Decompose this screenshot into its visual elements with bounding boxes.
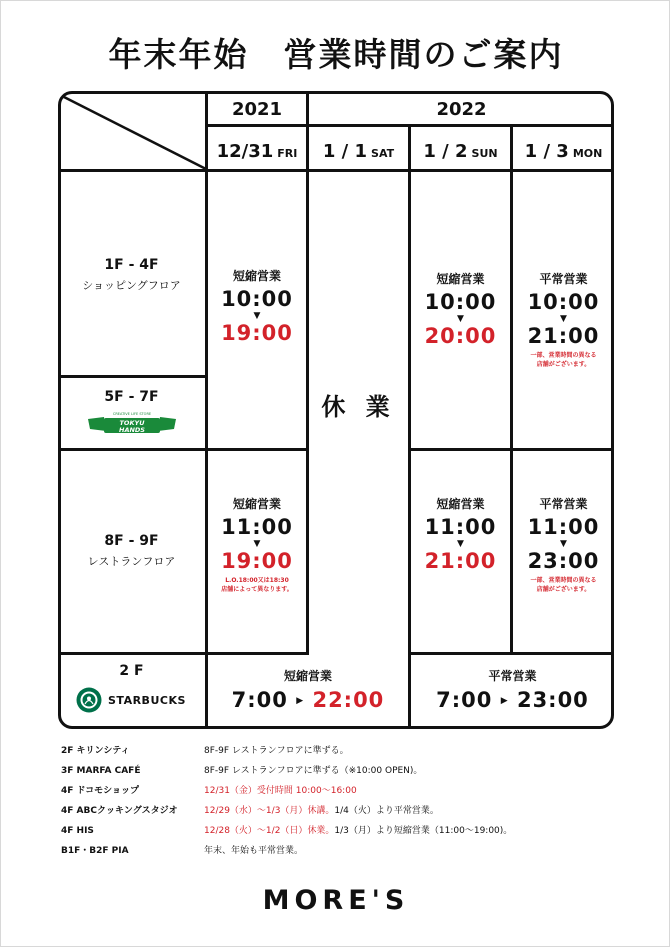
- note-line: 店舗がございます。: [536, 361, 591, 368]
- hours-type: 平常営業: [539, 272, 588, 286]
- store-desc: 12/31（金）受付時間 10:00〜16:00: [204, 786, 357, 796]
- diagonal-divider: [58, 91, 208, 171]
- note-row: [61, 843, 621, 859]
- hours-type: 短縮営業: [232, 497, 281, 511]
- open-time: 7:00: [436, 688, 493, 712]
- hours-type: 短縮営業: [232, 269, 281, 283]
- cell-shopping-jan3: [513, 270, 614, 369]
- down-arrow-icon: ▼: [560, 539, 567, 549]
- note-row: [61, 823, 621, 839]
- svg-text:TOKYU: TOKYU: [119, 419, 145, 427]
- close-time: 20:00: [424, 324, 497, 348]
- close-time: 22:00: [312, 688, 385, 712]
- svg-text:HANDS: HANDS: [119, 426, 145, 434]
- note-row: [61, 743, 621, 759]
- row-divider: [58, 448, 309, 451]
- store-name: B1F・B2F PIA: [61, 846, 129, 856]
- down-arrow-icon: ▼: [560, 314, 567, 324]
- right-arrow-icon: ▶: [500, 696, 509, 706]
- date-text: 1 / 1: [322, 141, 368, 162]
- store-desc-rest: 1/4（火）より平常営業。: [334, 806, 439, 816]
- store-desc: 8F-9F レストランフロアに準ずる。: [204, 746, 349, 756]
- note-row: [61, 783, 621, 799]
- cell-starbucks-regular: [411, 667, 614, 712]
- closed-jan1: 休 業: [321, 393, 396, 421]
- tokyu-hands-logo: [86, 409, 178, 439]
- day-text: FRI: [277, 147, 298, 160]
- down-arrow-icon: ▼: [457, 539, 464, 549]
- store-desc-rest: 1/3（月）より短縮営業（11:00〜19:00)。: [334, 826, 513, 836]
- store-desc: [204, 823, 512, 839]
- cell-starbucks-short: [208, 667, 408, 712]
- store-desc-highlight: 12/28（火）〜1/2（日）休業。: [204, 826, 335, 836]
- page-title: 年末年始 営業時間のご案内: [108, 35, 564, 74]
- close-time: 21:00: [424, 549, 497, 573]
- date-jan2: [411, 141, 510, 162]
- cell-shopping-jan2: [411, 270, 510, 348]
- date-text: 12/31: [216, 141, 274, 162]
- close-time: 19:00: [221, 321, 293, 345]
- row-divider: [408, 652, 614, 655]
- close-time: 23:00: [516, 688, 589, 712]
- date-jan1: [309, 141, 408, 162]
- starbucks-logo: [76, 687, 196, 715]
- store-name: 4F ドコモショップ: [61, 786, 140, 796]
- floor-1f-4f: [58, 257, 205, 293]
- hours-type: 短縮営業: [436, 272, 485, 286]
- note-line: L.O.18:00又は18:30: [225, 577, 289, 584]
- mores-logo: MORE'S: [262, 885, 410, 916]
- cell-restaurant-jan3: [513, 495, 614, 594]
- floor-range: 8F - 9F: [104, 533, 159, 549]
- row-divider: [408, 448, 614, 451]
- store-name: 4F ABCクッキングスタジオ: [61, 806, 178, 816]
- svg-text:CREATIVE LIFE STORE: CREATIVE LIFE STORE: [112, 412, 152, 416]
- store-desc-highlight: 12/29（水）〜1/3（月）休講。: [204, 806, 335, 816]
- day-text: SUN: [471, 147, 498, 160]
- hours-type: 短縮営業: [436, 497, 485, 511]
- hours-type: 短縮営業: [283, 669, 332, 683]
- row-divider: [58, 375, 208, 378]
- cell-restaurant-dec31: [208, 495, 306, 594]
- col-divider: [306, 91, 309, 653]
- store-desc: 年末、年始も平常営業。: [204, 846, 304, 856]
- hours-table: [58, 91, 614, 729]
- store-desc: 8F-9F レストランフロアに準ずる（※10:00 OPEN)。: [204, 766, 423, 776]
- down-arrow-icon: ▼: [253, 311, 261, 321]
- cell-restaurant-jan2: [411, 495, 510, 573]
- hours-type: 平常営業: [539, 497, 588, 511]
- row-divider: [58, 169, 614, 172]
- note-line: 一部、営業時間の異なる: [530, 352, 597, 359]
- note-line: 店舗によって異なります。: [221, 586, 293, 593]
- col-divider: [205, 91, 208, 729]
- close-time: 23:00: [527, 549, 600, 573]
- open-time: 11:00: [424, 515, 497, 539]
- year-2022: 2022: [436, 99, 487, 120]
- year-2021: 2021: [231, 99, 283, 120]
- date-text: 1 / 3: [524, 141, 569, 162]
- date-jan3: [513, 141, 614, 162]
- floor-name: レストランフロア: [87, 555, 176, 568]
- floor-name: ショッピングフロア: [82, 279, 181, 292]
- note-row: [61, 763, 621, 779]
- note-line: 一部、営業時間の異なる: [530, 577, 597, 584]
- date-dec31: [208, 141, 306, 162]
- floor-2f: [58, 663, 205, 679]
- note-line: 店舗がございます。: [536, 586, 591, 593]
- down-arrow-icon: ▼: [253, 539, 261, 549]
- day-text: MON: [572, 147, 603, 160]
- starbucks-wordmark: STARBUCKS: [108, 694, 186, 707]
- day-text: SAT: [371, 147, 395, 160]
- floor-5f-7f: [58, 389, 205, 405]
- starbucks-siren-icon: [76, 687, 102, 713]
- floor-8f-9f: [58, 533, 205, 569]
- right-arrow-icon: ▶: [296, 696, 305, 706]
- open-time: 7:00: [231, 688, 288, 712]
- floor-range: 5F - 7F: [104, 389, 159, 405]
- date-text: 1 / 2: [423, 141, 468, 162]
- row-divider: [58, 652, 309, 655]
- floor-range: 1F - 4F: [104, 257, 159, 273]
- cell-shopping-dec31: [208, 267, 306, 345]
- open-time: 10:00: [221, 287, 293, 311]
- close-time: 19:00: [221, 549, 293, 573]
- row-divider: [205, 124, 614, 127]
- close-time: 21:00: [527, 324, 600, 348]
- note-row: [61, 803, 621, 819]
- open-time: 10:00: [527, 290, 600, 314]
- store-name: 3F MARFA CAFÉ: [61, 766, 141, 776]
- store-desc: [204, 803, 439, 819]
- floor-range: 2 F: [119, 663, 144, 679]
- open-time: 11:00: [527, 515, 600, 539]
- hours-type: 平常営業: [488, 669, 537, 683]
- open-time: 10:00: [424, 290, 497, 314]
- store-name: 4F HIS: [61, 826, 94, 836]
- down-arrow-icon: ▼: [457, 314, 464, 324]
- open-time: 11:00: [221, 515, 293, 539]
- store-name: 2F キリンシティ: [61, 746, 130, 756]
- col-divider: [408, 125, 411, 729]
